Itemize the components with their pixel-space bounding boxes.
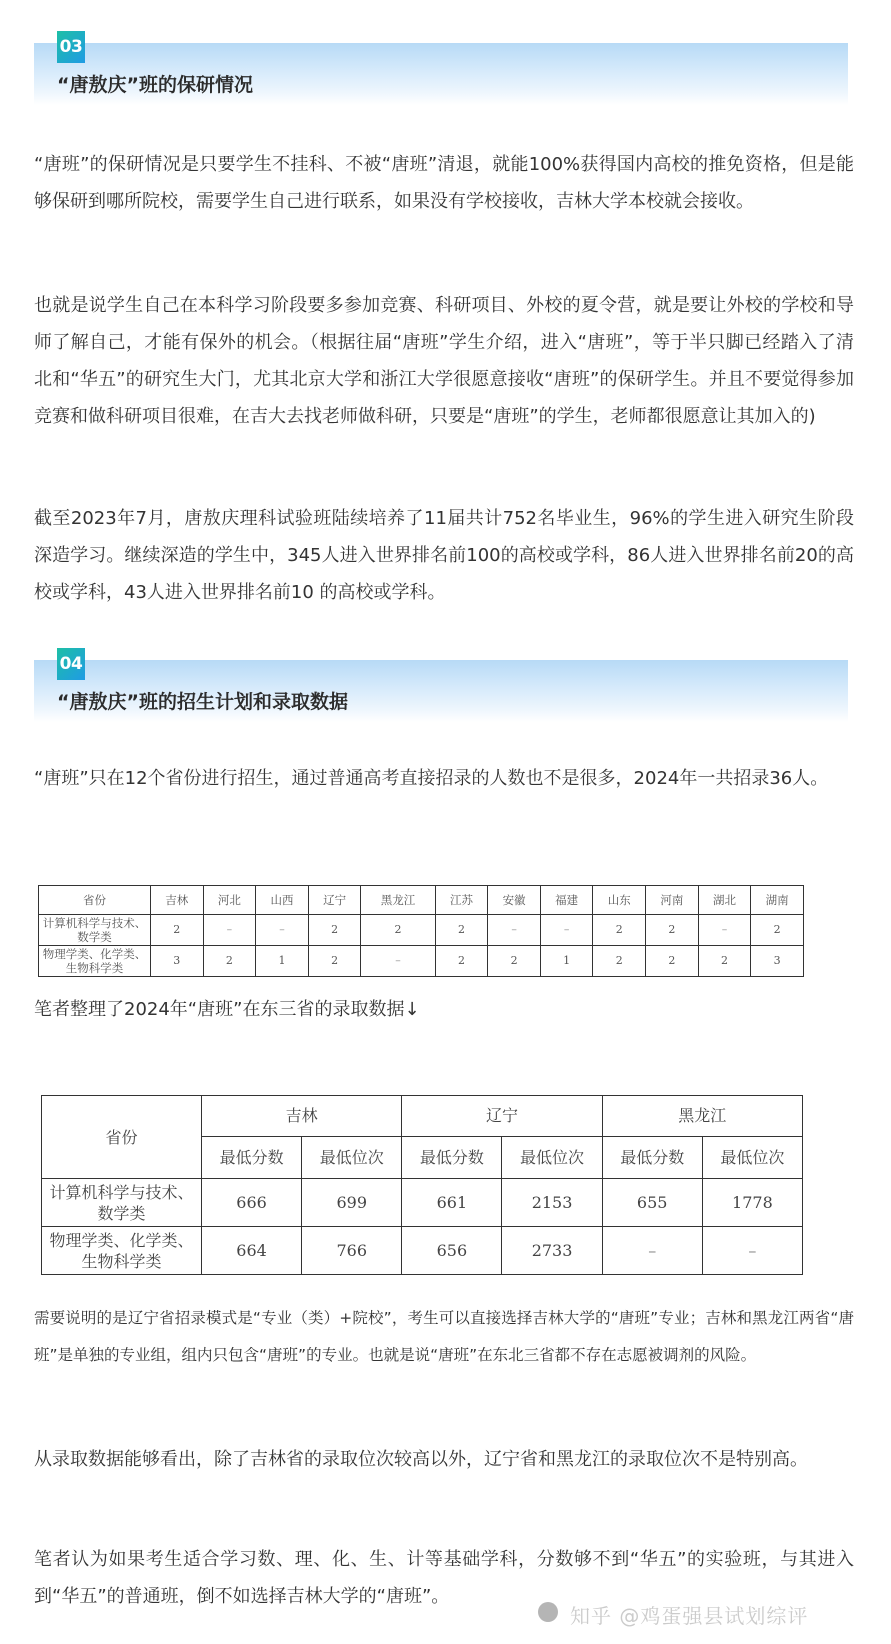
section-header-03 — [34, 37, 848, 105]
subheader-cell: 最低位次 — [502, 1137, 602, 1179]
table-cell: 2 — [698, 946, 751, 977]
paragraph-baoyan-policy: “唐班”的保研情况是只要学生不挂科、不被“唐班”清退，就能100%获得国内高校的推免资格，但是能够保研到哪所院校，需要学生自己进行联系，如果没有学校接收，吉林大学本校就会接收。 — [34, 154, 854, 212]
section-title: “唐敖庆”班的招生计划和录取数据 — [57, 691, 348, 713]
province-header: 辽宁 — [402, 1096, 602, 1137]
table-cell: – — [256, 915, 309, 946]
watermark: 知乎 @鸡蛋强县试划综评 — [570, 1604, 809, 1628]
table-cell: 1 — [256, 946, 309, 977]
table-cell: 2 — [308, 915, 361, 946]
table-cell: 656 — [402, 1227, 502, 1275]
table-cell: 2 — [435, 946, 488, 977]
subheader-cell: 最低分数 — [202, 1137, 302, 1179]
table-cell: 2 — [361, 915, 435, 946]
paragraph-enrollment-intro: “唐班”只在12个省份进行招生，通过普通高考直接招录的人数也不是很多，2024年一共招录36人。 — [34, 768, 829, 789]
table-cell: – — [702, 1227, 802, 1275]
header-cell: 辽宁 — [308, 886, 361, 915]
table-header-row — [39, 886, 804, 915]
table-cell: 3 — [151, 946, 204, 977]
table-cell: 2153 — [502, 1179, 602, 1227]
header-cell: 山东 — [593, 886, 646, 915]
subheader-cell: 最低分数 — [402, 1137, 502, 1179]
table-cell: 2 — [151, 915, 204, 946]
table-row — [39, 915, 804, 946]
table-cell: – — [602, 1227, 702, 1275]
header-cell: 黑龙江 — [361, 886, 435, 915]
paragraph-graduate-stats: 截至2023年7月，唐敖庆理科试验班陆续培养了11届共计752名毕业生，96%的学生进入研究生阶段深造学习。继续深造的学生中，345人进入世界排名前100的高校或学科，86人进入世界排名前20的高校或学科，43人进入世界排名前10 的高校或学科。 — [34, 508, 854, 603]
header-cell: 福建 — [540, 886, 593, 915]
subheader-cell: 最低位次 — [302, 1137, 402, 1179]
table-cell: – — [540, 915, 593, 946]
paragraph-score-intro: 笔者整理了2024年“唐班”在东三省的录取数据↓ — [34, 999, 420, 1020]
table-cell: – — [698, 915, 751, 946]
header-cell: 安徽 — [488, 886, 541, 915]
table-cell: 1778 — [702, 1179, 802, 1227]
table-cell: 699 — [302, 1179, 402, 1227]
table-cell: 766 — [302, 1227, 402, 1275]
header-cell: 湖南 — [751, 886, 804, 915]
row-label: 物理学类、化学类、生物科学类 — [39, 946, 151, 977]
paragraph-admission-note: 需要说明的是辽宁省招录模式是“专业（类）+院校”，考生可以直接选择吉林大学的“唐班”专业；吉林和黑龙江两省“唐班”是单独的专业组，组内只包含“唐班”的专业。也就是说“唐班”在东北三省都不存在志愿被调剂的风险。 — [34, 1309, 854, 1364]
watermark-logo-icon — [538, 1602, 558, 1622]
table-row — [42, 1179, 803, 1227]
table-cell: 2 — [203, 946, 256, 977]
header-cell: 省份 — [42, 1096, 202, 1179]
table-cell: 2 — [646, 946, 699, 977]
table-cell: 2 — [308, 946, 361, 977]
subheader-cell: 最低分数 — [602, 1137, 702, 1179]
header-cell: 江苏 — [435, 886, 488, 915]
table-cell: 3 — [751, 946, 804, 977]
table-cell: 2 — [435, 915, 488, 946]
paragraph-baoyan-advice: 也就是说学生自己在本科学习阶段要多参加竞赛、科研项目、外校的夏令营，就是要让外校的学校和导师了解自己，才能有保外的机会。（根据往届“唐班”学生介绍，进入“唐班”，等于半只脚已经踏入了清北和“华五”的研究生大门，尤其北京大学和浙江大学很愿意接收“唐班”的保研学生。并且不要觉得参加竞赛和做科研项目很难，在吉大去找老师做科研，只要是“唐班”的学生，老师都很愿意让其加入的) — [34, 295, 854, 427]
header-cell: 河南 — [646, 886, 699, 915]
table-row — [39, 946, 804, 977]
section-header-04 — [34, 654, 848, 722]
row-label: 计算机科学与技术、数学类 — [42, 1179, 202, 1227]
table-cell: 2 — [593, 946, 646, 977]
header-cell: 山西 — [256, 886, 309, 915]
table-cell: 664 — [202, 1227, 302, 1275]
table-row — [42, 1227, 803, 1275]
section-title: “唐敖庆”班的保研情况 — [57, 74, 253, 96]
table-cell: – — [361, 946, 435, 977]
header-cell: 河北 — [203, 886, 256, 915]
table-cell: 1 — [540, 946, 593, 977]
header-cell: 湖北 — [698, 886, 751, 915]
table-cell: – — [203, 915, 256, 946]
paragraph-conclusion-advice: 笔者认为如果考生适合学习数、理、化、生、计等基础学科，分数够不到“华五”的实验班，与其进入到“华五”的普通班，倒不如选择吉林大学的“唐班”。 — [34, 1549, 854, 1607]
table-cell: – — [488, 915, 541, 946]
header-cell: 吉林 — [151, 886, 204, 915]
section-number-badge: 03 — [57, 31, 85, 63]
subheader-cell: 最低位次 — [702, 1137, 802, 1179]
section-number-badge: 04 — [57, 648, 85, 680]
table-cell: 2 — [488, 946, 541, 977]
table-cell: 661 — [402, 1179, 502, 1227]
table-cell: 666 — [202, 1179, 302, 1227]
table-cell: 2 — [646, 915, 699, 946]
row-label: 计算机科学与技术、数学类 — [39, 915, 151, 946]
table-cell: 2 — [751, 915, 804, 946]
province-header: 黑龙江 — [602, 1096, 802, 1137]
table-cell: 655 — [602, 1179, 702, 1227]
admission-score-table — [41, 1095, 803, 1275]
province-header: 吉林 — [202, 1096, 402, 1137]
table-cell: 2 — [593, 915, 646, 946]
enrollment-plan-table — [38, 885, 804, 977]
header-cell: 省份 — [39, 886, 151, 915]
table-cell: 2733 — [502, 1227, 602, 1275]
table-header-row — [42, 1096, 803, 1137]
row-label: 物理学类、化学类、生物科学类 — [42, 1227, 202, 1275]
paragraph-conclusion-ranking: 从录取数据能够看出，除了吉林省的录取位次较高以外，辽宁省和黑龙江的录取位次不是特别高。 — [34, 1449, 808, 1470]
